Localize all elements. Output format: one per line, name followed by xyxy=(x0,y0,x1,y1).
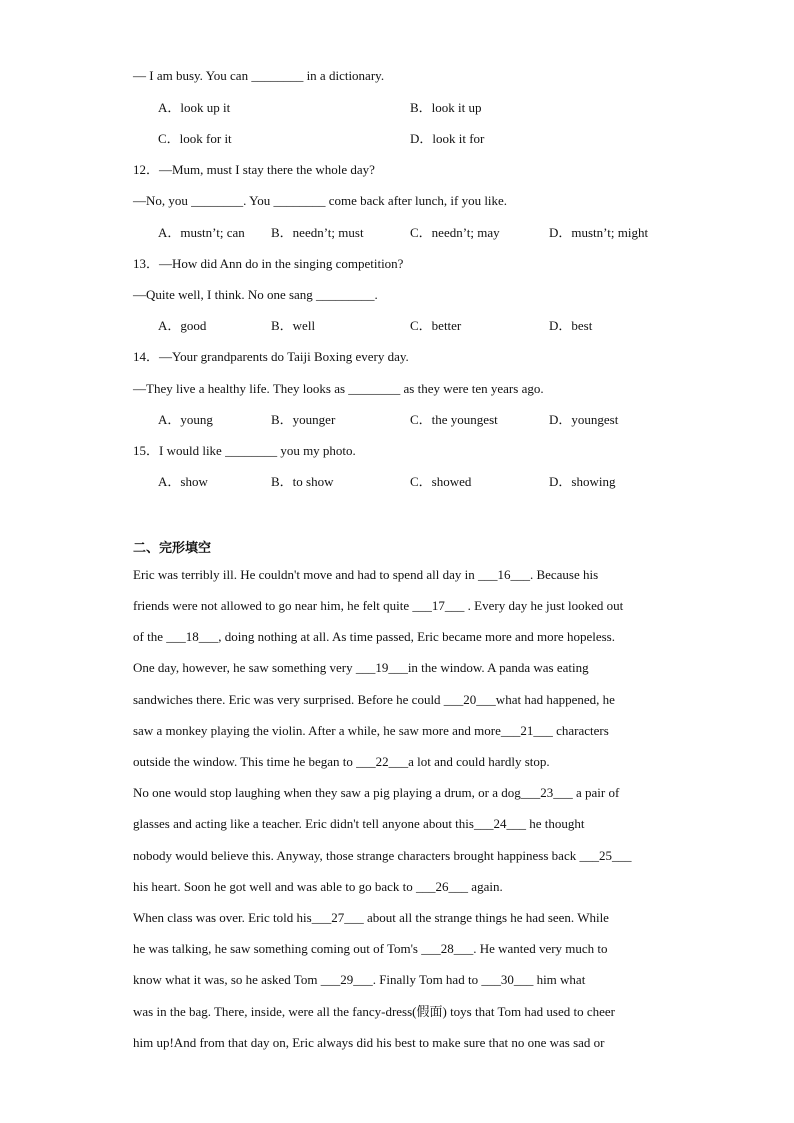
q11-option-a: A．look up it xyxy=(158,100,231,115)
passage-line: One day, however, he saw something very ___19___in the window. A panda was eating xyxy=(133,660,589,675)
q12-reply: —No, you ________. You ________ come back after lunch, if you like. xyxy=(133,193,508,208)
q11-option-d: D．look it for xyxy=(410,131,485,146)
q13-option-c: C．better xyxy=(410,318,462,333)
section-heading: 二、完形填空 xyxy=(133,541,212,556)
q13-option-b: B．well xyxy=(271,318,316,333)
q14-option-b: B．younger xyxy=(271,412,336,427)
q11-option-b: B．look it up xyxy=(410,100,482,115)
q15-option-d: D．showing xyxy=(549,474,616,489)
passage-line: of the ___18___, doing nothing at all. As time passed, Eric became more and more hopeless. xyxy=(133,629,615,644)
passage-line: friends were not allowed to go near him, he felt quite ___17___ . Every day he just looked out xyxy=(133,598,624,613)
q13-reply: —Quite well, I think. No one sang _________. xyxy=(133,287,378,302)
q12-option-d: D．mustn’t; might xyxy=(549,225,649,240)
q14-stem: 14．—Your grandparents do Taiji Boxing every day. xyxy=(133,349,409,364)
q14-option-c: C．the youngest xyxy=(410,412,498,427)
q15-option-a: A．show xyxy=(158,474,208,489)
q11-option-c: C．look for it xyxy=(158,131,232,146)
q15-stem: 15．I would like ________ you my photo. xyxy=(133,443,356,458)
q11-line: — I am busy. You can ________ in a dictionary. xyxy=(133,68,385,83)
passage-line: When class was over. Eric told his___27___ about all the strange things he had seen. While xyxy=(133,910,609,925)
passage-line: outside the window. This time he began to ___22___a lot and could hardly stop. xyxy=(133,754,550,769)
passage-line: his heart. Soon he got well and was able to go back to ___26___ again. xyxy=(133,879,503,894)
q13-option-d: D．best xyxy=(549,318,593,333)
q12-option-a: A．mustn’t; can xyxy=(158,225,245,240)
passage-line: he was talking, he saw something coming out of Tom's ___28___. He wanted very much to xyxy=(133,941,608,956)
q14-option-d: D．youngest xyxy=(549,412,619,427)
passage-line: was in the bag. There, inside, were all the fancy-dress(假面) toys that Tom had used to cheer xyxy=(133,1004,615,1019)
q15-option-c: C．showed xyxy=(410,474,472,489)
passage-line: know what it was, so he asked Tom ___29___. Finally Tom had to ___30___ him what xyxy=(133,972,586,987)
q15-option-b: B．to show xyxy=(271,474,334,489)
q13-stem: 13．—How did Ann do in the singing competition? xyxy=(133,256,404,271)
q14-reply: —They live a healthy life. They looks as ________ as they were ten years ago. xyxy=(133,381,544,396)
passage-line: Eric was terribly ill. He couldn't move and had to spend all day in ___16___. Because his xyxy=(133,567,599,582)
passage-line: glasses and acting like a teacher. Eric didn't tell anyone about this___24___ he thought xyxy=(133,816,585,831)
passage-line: No one would stop laughing when they saw a pig playing a drum, or a dog___23___ a pair of xyxy=(133,785,620,800)
q12-option-b: B．needn’t; must xyxy=(271,225,364,240)
q12-stem: 12．—Mum, must I stay there the whole day? xyxy=(133,162,375,177)
passage-line: nobody would believe this. Anyway, those strange characters brought happiness back ___25___ xyxy=(133,848,632,863)
passage-line: saw a monkey playing the violin. After a while, he saw more and more___21___ characters xyxy=(133,723,609,738)
passage-line: him up!And from that day on, Eric always did his best to make sure that no one was sad or xyxy=(133,1035,605,1050)
q12-option-c: C．needn’t; may xyxy=(410,225,500,240)
q13-option-a: A．good xyxy=(158,318,207,333)
q14-option-a: A．young xyxy=(158,412,213,427)
passage-line: sandwiches there. Eric was very surprised. Before he could ___20___what had happened, he xyxy=(133,692,615,707)
